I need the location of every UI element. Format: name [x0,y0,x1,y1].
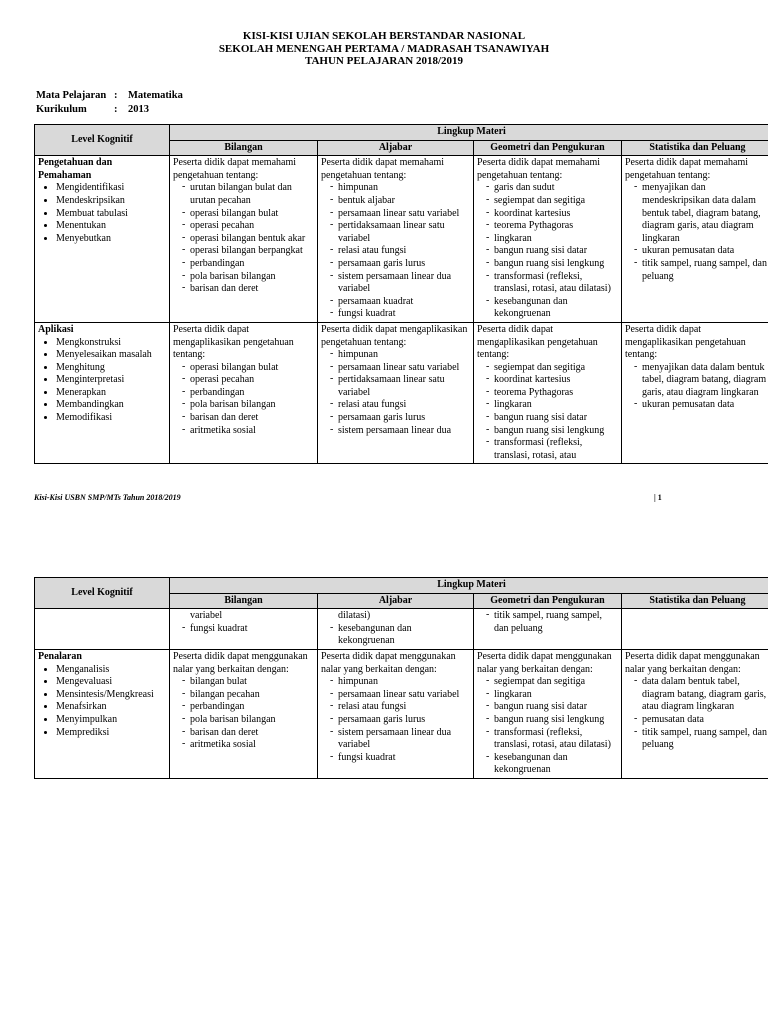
level-verb: • Menyebutkan [56,233,166,246]
level-verb-list [38,664,166,740]
material-item: - operasi bilangan bentuk akar [182,233,314,246]
cell-intro: Peserta didik dapat mengaplikasikan pengetahuan tentang: [321,323,468,348]
level-verb: • Mengidentifikasi [56,182,166,195]
material-item: - sistem persamaan linear dua [330,425,470,438]
level-verb: • Menafsirkan [56,701,166,714]
material-list [173,676,314,752]
col-header-statistika: Statistika dan Peluang [622,140,768,156]
page-footer [34,493,768,502]
material-item: - fungsi kuadrat [330,752,470,765]
material-item: - menyajikan dan mendeskripsikan data dalam bentuk tabel, diagram batang, diagram garis, atau diagram lingkaran [634,182,768,245]
continuation-row [35,609,768,650]
material-item: - titik sampel, ruang sampel, dan peluang [634,727,768,752]
material-item: - lingkaran [486,233,618,246]
material-item: - relasi atau fungsi [330,399,470,412]
material-item: - lingkaran [486,689,618,702]
material-item: - ukuran pemusatan data [634,399,768,412]
material-item: - persamaan linear satu variabel [330,362,470,375]
page-number: | 1 [654,493,662,502]
material-item: - teorema Pythagoras [486,387,618,400]
material-item: - barisan dan deret [182,283,314,296]
level-verb: • Menerapkan [56,387,166,400]
level-verb: • Memprediksi [56,727,166,740]
level-verb: • Membandingkan [56,399,166,412]
material-item: - fungsi kuadrat [182,623,314,636]
cell-intro: Peserta didik dapat menggunakan nalar yang berkaitan dengan: [173,650,308,675]
material-item: - operasi pecahan [182,220,314,233]
cell-intro: Peserta didik dapat mengaplikasikan pengetahuan tentang: [477,323,598,361]
level-verb-list [38,337,166,425]
cell-intro: Peserta didik dapat mengaplikasikan pengetahuan tentang: [625,323,746,361]
material-list [321,182,470,321]
material-item: - kesebangunan dan kekongruenan [486,752,618,777]
material-item: - operasi pecahan [182,374,314,387]
material-item: - fungsi kuadrat [330,308,470,321]
material-item: - titik sampel, ruang sampel, dan peluang [486,610,618,635]
curriculum-value: 2013 [128,104,149,115]
material-item: - persamaan garis lurus [330,258,470,271]
document-page-2 [0,545,768,1024]
material-item: - segiempat dan segitiga [486,676,618,689]
material-item: - menyajikan data dalam bentuk tabel, diagram batang, diagram garis, atau diagram lingkaran [634,362,768,400]
material-cell [622,156,768,323]
material-list [477,610,618,635]
level-verb: • Mengevaluasi [56,676,166,689]
material-item: - aritmetika sosial [182,425,314,438]
cell-intro: Peserta didik dapat menggunakan nalar yang berkaitan dengan: [625,650,760,675]
level-verb: • Menghitung [56,362,166,375]
material-item: - persamaan garis lurus [330,714,470,727]
material-item: - bangun ruang sisi lengkung [486,425,618,438]
kisi-table-page-2 [34,577,768,779]
material-item: - persamaan garis lurus [330,412,470,425]
continued-text: variabel [190,610,223,622]
material-list [173,623,314,636]
footer-text: Kisi-Kisi USBN SMP/MTs Tahun 2018/2019 [34,493,181,502]
material-cell [318,649,474,778]
col-header-geometri: Geometri dan Pengukuran [474,140,622,156]
table-row [35,322,768,464]
material-cell [474,649,622,778]
material-cell [318,156,474,323]
level-verb: • Menentukan [56,220,166,233]
subject-key: Mata Pelajaran [36,90,107,101]
col-header-statistika: Statistika dan Peluang [622,593,768,609]
continuation-cell [318,609,474,650]
material-item: - pemusatan data [634,714,768,727]
table-row [35,156,768,323]
header-line-1: KISI-KISI UJIAN SEKOLAH BERSTANDAR NASIONAL [242,30,526,42]
material-item: - bangun ruang sisi datar [486,701,618,714]
material-cell [474,322,622,464]
header-line-2: SEKOLAH MENENGAH PERTAMA / MADRASAH TSANAWIYAH [218,42,550,55]
material-item: - himpunan [330,182,470,195]
col-header-aljabar: Aljabar [318,593,474,609]
level-verb: • Memodifikasi [56,412,166,425]
material-list [173,362,314,438]
material-item: - garis dan sudut [486,182,618,195]
level-verb: • Mengkonstruksi [56,337,166,350]
page-gap [0,520,768,545]
level-verb-list [38,182,166,245]
material-cell [474,156,622,323]
material-item: - pertidaksamaan linear satu variabel [330,374,470,399]
material-item: - sistem persamaan linear dua variabel [330,727,470,752]
cell-intro: Peserta didik dapat memahami pengetahuan tentang: [173,157,297,181]
material-item: - pola barisan bilangan [182,399,314,412]
material-cell [318,322,474,464]
continuation-cell [170,609,318,650]
material-item: - relasi atau fungsi [330,701,470,714]
kisi-table-page-1 [34,124,768,464]
col-header-bilangan: Bilangan [170,140,318,156]
curriculum-key: Kurikulum [36,104,87,115]
material-item: - titik sampel, ruang sampel, dan peluang [634,258,768,283]
subject-sep: : [114,90,118,101]
material-item: - barisan dan deret [182,412,314,425]
continuation-cell [474,609,622,650]
col-header-bilangan: Bilangan [170,593,318,609]
curriculum-sep: : [114,104,118,115]
material-item: - persamaan kuadrat [330,296,470,309]
level-verb: • Mensintesis/Mengkreasi [56,689,166,702]
material-item: - perbandingan [182,387,314,400]
material-list [173,182,314,295]
curriculum-row [36,104,183,116]
material-list [321,676,470,764]
material-list [625,676,768,752]
material-item: - data dalam bentuk tabel, diagram batang, diagram garis, atau diagram lingkaran [634,676,768,714]
material-item: - operasi bilangan berpangkat [182,245,314,258]
material-list [321,623,470,648]
col-header-geometri: Geometri dan Pengukuran [474,593,622,609]
material-item: - sistem persamaan linear dua variabel [330,271,470,296]
level-header: Level Kognitif [35,125,170,156]
continuation-cell [35,609,170,650]
material-item: - bangun ruang sisi datar [486,245,618,258]
subject-info [34,88,185,118]
cell-intro: Peserta didik dapat memahami pengetahuan tentang: [477,157,601,181]
material-list [321,349,470,437]
material-item: - segiempat dan segitiga [486,195,618,208]
material-item: - urutan bilangan bulat dan urutan pecahan [182,182,314,207]
cell-intro: Peserta didik dapat memahami pengetahuan tentang: [321,157,445,181]
material-item: - bilangan bulat [182,676,314,689]
material-item: - segiempat dan segitiga [486,362,618,375]
material-list [477,676,618,777]
material-item: - pola barisan bilangan [182,271,314,284]
material-item: - transformasi (refleksi, translasi, rotasi, atau [486,437,618,462]
material-item: - teorema Pythagoras [486,220,618,233]
level-title: Pengetahuan dan Pemahaman [38,157,113,181]
material-item: - koordinat kartesius [486,208,618,221]
scope-header: Lingkup Materi [170,578,768,594]
level-verb: • Menyimpulkan [56,714,166,727]
col-header-aljabar: Aljabar [318,140,474,156]
level-verb: • Menganalisis [56,664,166,677]
material-item: - persamaan linear satu variabel [330,689,470,702]
material-item: - bangun ruang sisi datar [486,412,618,425]
header-line-3: TAHUN PELAJARAN 2018/2019 [304,55,464,67]
material-item: - operasi bilangan bulat [182,208,314,221]
scope-header: Lingkup Materi [170,125,768,141]
material-item: - persamaan linear satu variabel [330,208,470,221]
level-verb: • Menyelesaikan masalah [56,349,166,362]
material-item: - bentuk aljabar [330,195,470,208]
level-title: Aplikasi [38,323,74,335]
material-item: - pertidaksamaan linear satu variabel [330,220,470,245]
cell-intro: Peserta didik dapat menggunakan nalar yang berkaitan dengan: [477,650,612,675]
continued-text: dilatasi) [338,610,371,622]
level-cell [35,649,170,778]
material-item: - himpunan [330,349,470,362]
material-item: - bangun ruang sisi lengkung [486,258,618,271]
material-item: - lingkaran [486,399,618,412]
subject-value: Matematika [128,90,183,101]
material-list [625,182,768,283]
material-item: - aritmetika sosial [182,739,314,752]
level-verb: • Menginterpretasi [56,374,166,387]
material-item: - kesebangunan dan kekongruenan [330,623,470,648]
material-item: - transformasi (refleksi, translasi, rotasi, atau dilatasi) [486,271,618,296]
material-cell [622,649,768,778]
material-cell [170,156,318,323]
table-row [35,649,768,778]
material-list [477,362,618,463]
cell-intro: Peserta didik dapat menggunakan nalar yang berkaitan dengan: [321,650,456,675]
material-item: - bangun ruang sisi lengkung [486,714,618,727]
material-item: - barisan dan deret [182,727,314,740]
level-title: Penalaran [38,650,82,662]
cell-intro: Peserta didik dapat mengaplikasikan pengetahuan tentang: [173,323,294,361]
material-item: - ukuran pemusatan data [634,245,768,258]
material-item: - perbandingan [182,258,314,271]
material-list [477,182,618,321]
cell-intro: Peserta didik dapat memahami pengetahuan tentang: [625,157,749,181]
material-item: - kesebangunan dan kekongruenan [486,296,618,321]
material-item: - himpunan [330,676,470,689]
subject-row [36,90,183,102]
material-list [625,362,768,412]
level-cell [35,322,170,464]
material-item: - pola barisan bilangan [182,714,314,727]
level-verb: • Mendeskripsikan [56,195,166,208]
material-item: - relasi atau fungsi [330,245,470,258]
level-verb: • Membuat tabulasi [56,208,166,221]
material-cell [170,649,318,778]
level-cell [35,156,170,323]
material-item: - koordinat kartesius [486,374,618,387]
material-item: - bilangan pecahan [182,689,314,702]
material-cell [622,322,768,464]
material-item: - operasi bilangan bulat [182,362,314,375]
material-item: - transformasi (refleksi, translasi, rotasi, atau dilatasi) [486,727,618,752]
material-cell [170,322,318,464]
level-header: Level Kognitif [35,578,170,609]
document-header [0,30,768,68]
material-item: - perbandingan [182,701,314,714]
